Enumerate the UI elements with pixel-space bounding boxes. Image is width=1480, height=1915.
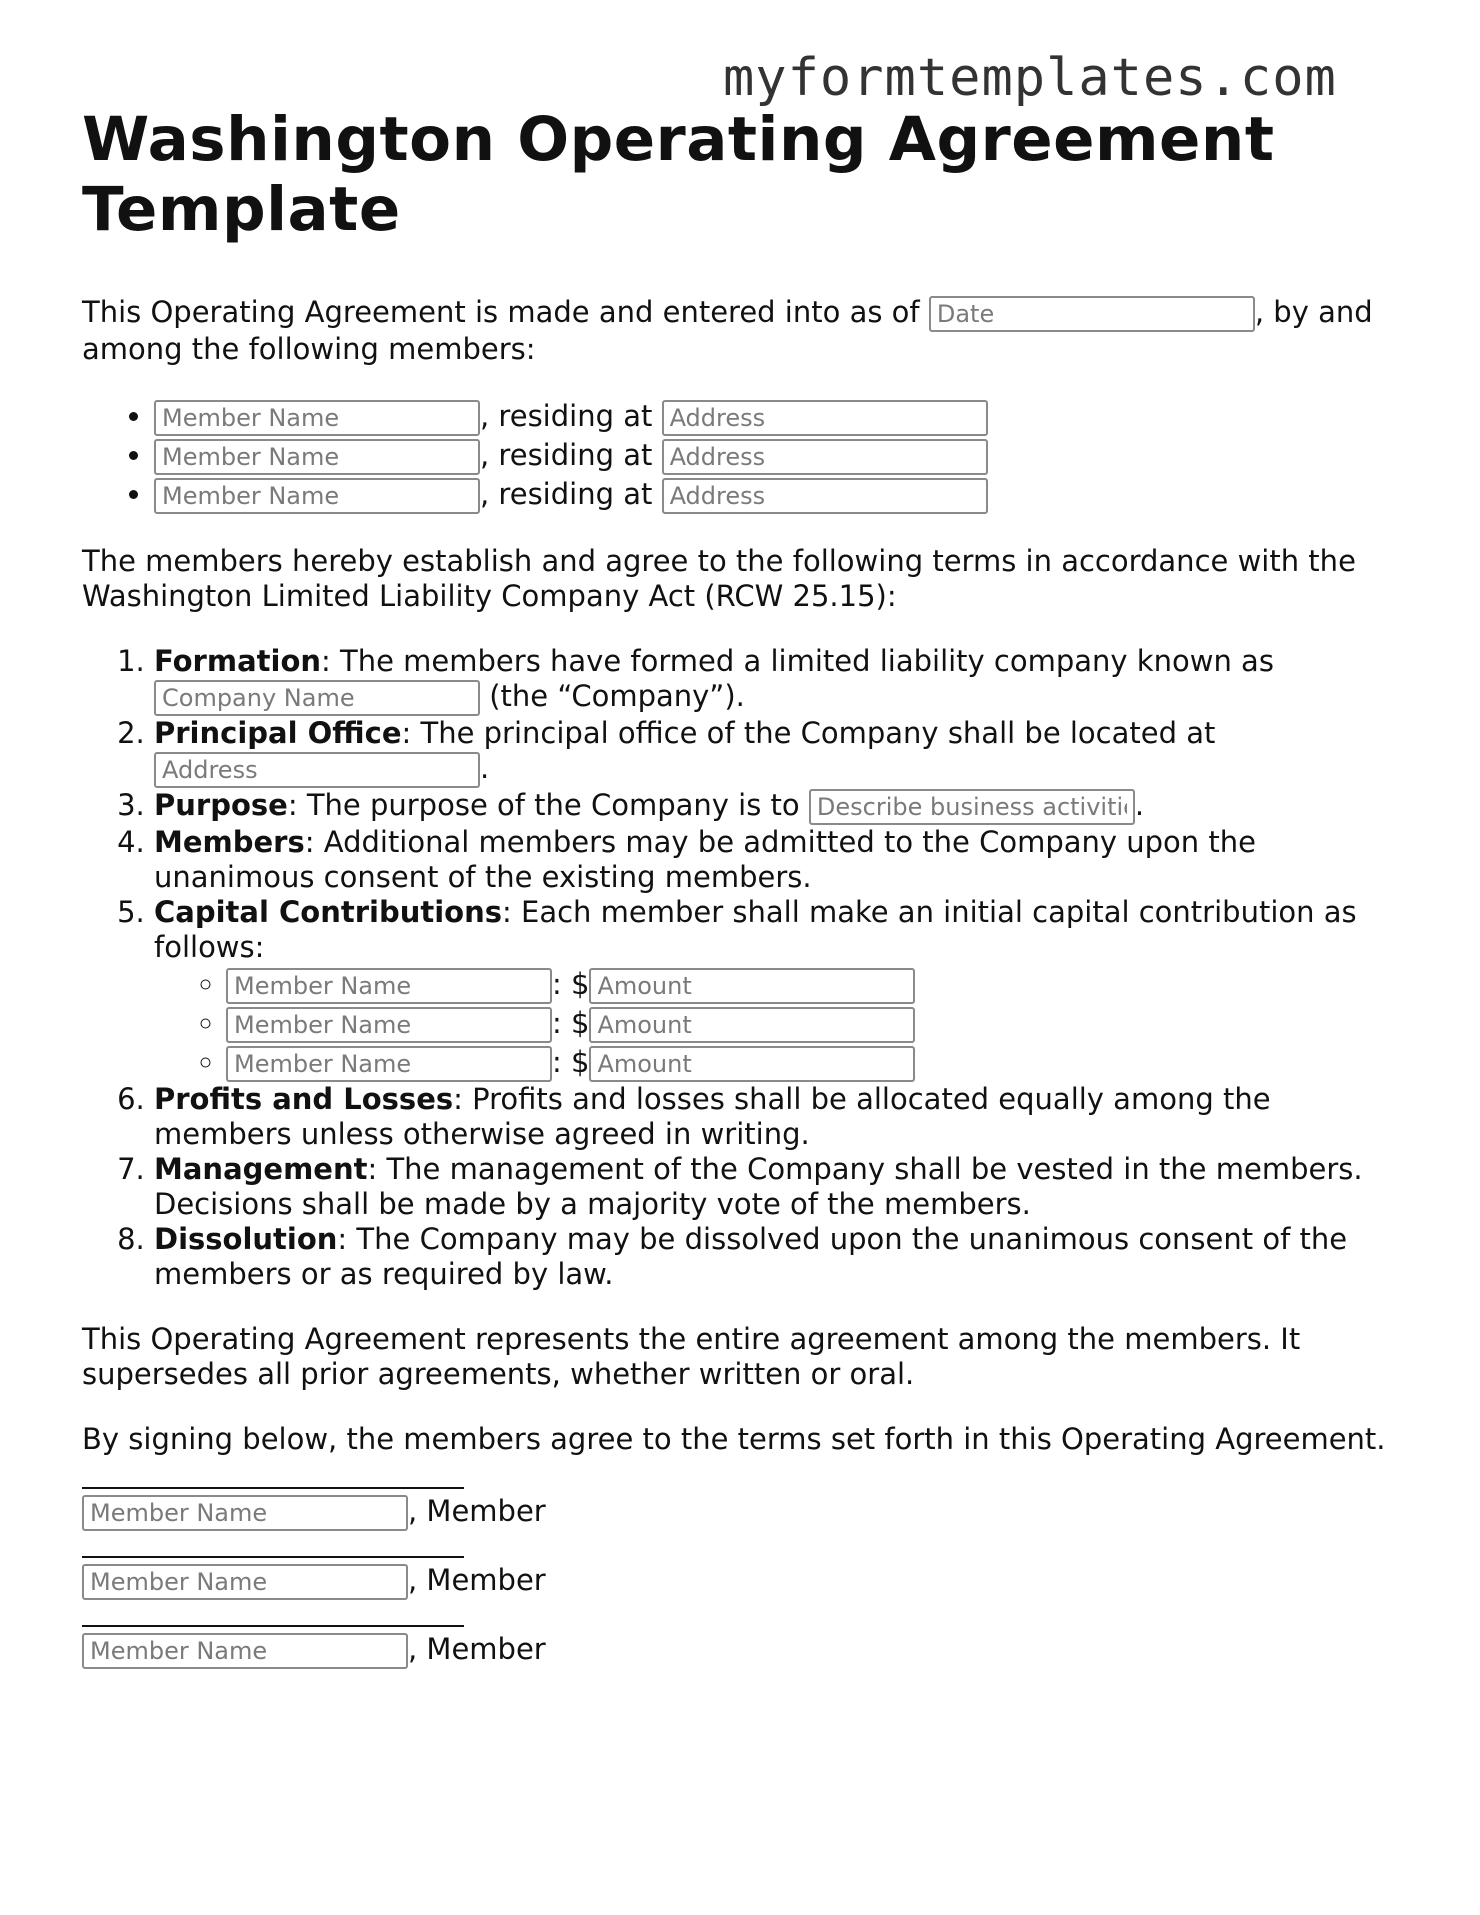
term-members (154, 825, 1412, 895)
signature-name-row (82, 1629, 1412, 1669)
contribution-list (154, 965, 1412, 1082)
term-label: Formation (154, 644, 322, 678)
intro-text-before: This Operating Agreement is made and entered into as of (82, 295, 929, 329)
term-label: Purpose (154, 788, 288, 822)
term-formation (154, 644, 1412, 716)
signer-role: , Member (408, 1632, 546, 1666)
signature-line[interactable] (82, 1487, 464, 1489)
term-text: : Profits and losses shall be allocated equally among the members unless otherwise agreed in writing. (154, 1082, 1271, 1151)
term-text-after: . (1134, 788, 1145, 822)
contribution-amount-field[interactable] (589, 1046, 915, 1082)
signer-name-field[interactable] (82, 1495, 408, 1531)
member-address-field[interactable] (662, 400, 988, 436)
contribution-amount-field[interactable] (589, 968, 915, 1004)
residing-text: , residing at (480, 477, 662, 511)
term-profits-losses (154, 1082, 1412, 1152)
term-label: Management (154, 1152, 368, 1186)
term-text: : The Company may be dissolved upon the unanimous consent of the members or as required by law. (154, 1222, 1348, 1291)
contribution-row (226, 965, 1412, 1004)
term-text: : The purpose of the Company is to (287, 788, 809, 822)
term-text: : The principal office of the Company shall be located at (401, 716, 1216, 750)
term-text-after: . (480, 751, 490, 785)
contributor-name-field[interactable] (226, 968, 552, 1004)
contribution-row (226, 1043, 1412, 1082)
term-management (154, 1152, 1412, 1222)
member-list (82, 397, 1412, 514)
agreement-date-field[interactable] (929, 296, 1255, 332)
agreement-document (82, 105, 1412, 1669)
dollar-separator: : $ (552, 1045, 590, 1079)
member-list-item (154, 475, 1412, 514)
business-purpose-field[interactable] (809, 789, 1135, 825)
term-text: : Additional members may be admitted to the Company upon the unanimous consent of the existing members. (154, 825, 1256, 894)
member-address-field[interactable] (662, 439, 988, 475)
term-text: : The members have formed a limited liability company known as (321, 644, 1274, 678)
term-text: : The management of the Company shall be vested in the members. Decisions shall be made by a majority vote of the members. (154, 1152, 1363, 1221)
dollar-separator: : $ (552, 1006, 590, 1040)
member-name-field[interactable] (154, 400, 480, 436)
signer-name-field[interactable] (82, 1633, 408, 1669)
term-dissolution (154, 1222, 1412, 1292)
residing-text: , residing at (480, 438, 662, 472)
contributor-name-field[interactable] (226, 1007, 552, 1043)
signature-name-row (82, 1560, 1412, 1600)
member-name-field[interactable] (154, 478, 480, 514)
member-list-item (154, 436, 1412, 475)
office-address-field[interactable] (154, 752, 480, 788)
signature-line[interactable] (82, 1556, 464, 1558)
signing-paragraph: By signing below, the members agree to the terms set forth in this Operating Agreement. (82, 1422, 1386, 1456)
member-list-item (154, 397, 1412, 436)
entire-agreement-paragraph: This Operating Agreement represents the entire agreement among the members. It supersedes all prior agreements, whether written or oral. (82, 1322, 1301, 1391)
signature-line[interactable] (82, 1625, 464, 1627)
intro-text-after: , by and among the following members: (82, 295, 1373, 366)
signer-role: , Member (408, 1563, 546, 1597)
signature-block (82, 1487, 1412, 1531)
term-text-after: (the “Company”). (480, 679, 745, 713)
signer-role: , Member (408, 1494, 546, 1528)
term-label: Members (154, 825, 305, 859)
company-name-field[interactable] (154, 680, 480, 716)
contribution-amount-field[interactable] (589, 1007, 915, 1043)
member-name-field[interactable] (154, 439, 480, 475)
contribution-row (226, 1004, 1412, 1043)
term-label: Dissolution (154, 1222, 338, 1256)
signer-name-field[interactable] (82, 1564, 408, 1600)
establish-paragraph: The members hereby establish and agree to the following terms in accordance with the Washington Limited Liability Company Act (RCW 25.15): (82, 544, 1356, 613)
contributor-name-field[interactable] (226, 1046, 552, 1082)
term-principal-office (154, 716, 1412, 788)
signature-block (82, 1556, 1412, 1600)
dollar-separator: : $ (552, 967, 590, 1001)
term-text: : Each member shall make an initial capital contribution as follows: (154, 895, 1357, 964)
page-title: Washington Operating Agreement Template (82, 104, 1275, 245)
term-label: Capital Contributions (154, 895, 503, 929)
intro-paragraph (82, 295, 1412, 367)
term-purpose (154, 788, 1412, 825)
signature-block (82, 1625, 1412, 1669)
term-capital-contributions (154, 895, 1412, 1082)
terms-list (82, 644, 1412, 1292)
site-watermark: myformtemplates.com (723, 48, 1337, 108)
term-label: Principal Office (154, 716, 402, 750)
residing-text: , residing at (480, 399, 662, 433)
signature-name-row (82, 1491, 1412, 1531)
member-address-field[interactable] (662, 478, 988, 514)
term-label: Profits and Losses (154, 1082, 454, 1116)
